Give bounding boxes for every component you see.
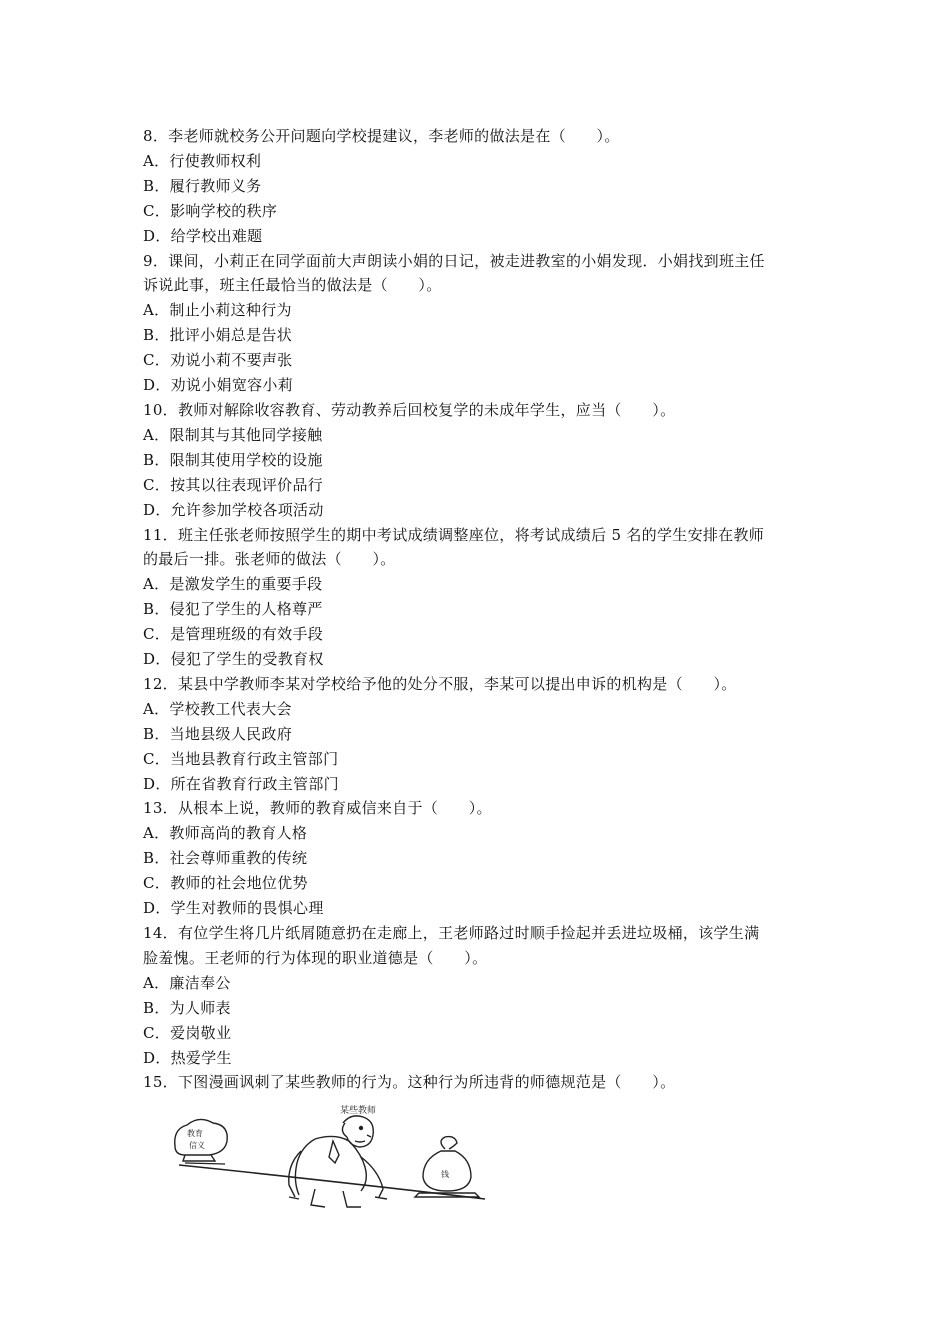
question-8-stem: 8．李老师就校务公开问题向学校提建议，李老师的做法是在（ ）。 <box>143 127 620 145</box>
question-11-option-c: C．是管理班级的有效手段 <box>143 625 324 644</box>
question-14-option-a: A．廉洁奉公 <box>143 973 231 992</box>
question-11-option-d: D．侵犯了学生的受教育权 <box>143 650 324 669</box>
question-12-option-d: D．所在省教育行政主管部门 <box>143 774 339 793</box>
question-10-stem: 10．教师对解除收容教育、劳动教养后回校复学的未成年学生，应当（ ）。 <box>143 400 676 419</box>
cartoon-caption: 某些教师 <box>340 1106 377 1117</box>
question-13-option-b: B．社会尊师重教的传统 <box>143 849 308 868</box>
question-9-option-b: B．批评小娟总是告状 <box>143 326 293 345</box>
left-weight-label-2: 信义 <box>189 1141 205 1151</box>
question-8-option-d: D．给学校出难题 <box>143 226 263 245</box>
question-9-stem-line-1: 9．课间，小莉正在同学面前大声朗读小娟的日记，被走进教室的小娟发现．小娟找到班主任 <box>143 251 765 270</box>
question-14-stem-line-2: 脸羞愧。王老师的行为体现的职业道德是（ ）。 <box>143 948 488 967</box>
question-9-option-d: D．劝说小娟宽容小莉 <box>143 376 294 395</box>
question-12-option-c: C．当地县教育行政主管部门 <box>143 749 339 768</box>
left-weight-label-1: 教育 <box>187 1129 203 1139</box>
cartoon-illustration <box>165 1101 505 1213</box>
balance-beam <box>179 1165 485 1199</box>
question-9-option-c: C．劝说小莉不要声张 <box>143 351 293 370</box>
question-8-option-a: A．行使教师权利 <box>143 151 262 170</box>
question-8-option-c: C．影响学校的秩序 <box>143 201 278 220</box>
question-11-stem-line-2: 的最后一排。张老师的做法（ ）。 <box>143 550 396 569</box>
question-14-option-b: B．为人师表 <box>143 998 231 1017</box>
question-13-option-a: A．教师高尚的教育人格 <box>143 824 308 843</box>
question-12-option-b: B．当地县级人民政府 <box>143 724 293 743</box>
question-10-option-b: B．限制其使用学校的设施 <box>143 450 323 469</box>
question-13-option-c: C．教师的社会地位优势 <box>143 874 308 893</box>
question-11-option-a: A．是激发学生的重要手段 <box>143 575 323 594</box>
exam-page <box>143 124 813 1213</box>
question-14-option-d: D．热爱学生 <box>143 1048 232 1067</box>
question-15-stem: 15．下图漫画讽刺了某些教师的行为。这种行为所违背的师德规范是（ ）。 <box>143 1073 676 1092</box>
question-8-option-b: B．履行教师义务 <box>143 176 262 195</box>
question-10-option-a: A．限制其与其他同学接触 <box>143 425 323 444</box>
cartoon-drawing <box>165 1101 505 1213</box>
question-12-option-a: A．学校教工代表大会 <box>143 699 292 718</box>
question-14-stem-line-1: 14．有位学生将几片纸屑随意扔在走廊上，王老师路过时顺手捡起并丢进垃圾桶，该学生满 <box>143 924 760 942</box>
question-10-option-d: D．允许参加学校各项活动 <box>143 500 324 519</box>
question-12-stem: 12．某县中学教师李某对学校给予他的处分不服，李某可以提出申诉的机构是（ ）。 <box>143 674 737 693</box>
question-13-option-d: D．学生对教师的畏惧心理 <box>143 899 324 918</box>
question-10-option-c: C．按其以往表现评价品行 <box>143 475 324 494</box>
question-9-stem-line-2: 诉说此事，班主任最恰当的做法是（ ）。 <box>143 276 442 295</box>
question-11-stem-line-1: 11．班主任张老师按照学生的期中考试成绩调整座位，将考试成绩后 5 名的学生安排在教师 <box>143 525 765 544</box>
money-bag-label: 钱 <box>441 1170 449 1180</box>
question-14-option-c: C．爱岗敬业 <box>143 1023 232 1042</box>
money-bag <box>415 1137 479 1197</box>
question-9-option-a: A．制止小莉这种行为 <box>143 301 292 320</box>
question-13-stem: 13．从根本上说，教师的教育威信来自于（ ）。 <box>143 799 492 818</box>
teacher-figure <box>289 1116 387 1207</box>
question-11-option-b: B．侵犯了学生的人格尊严 <box>143 600 323 619</box>
